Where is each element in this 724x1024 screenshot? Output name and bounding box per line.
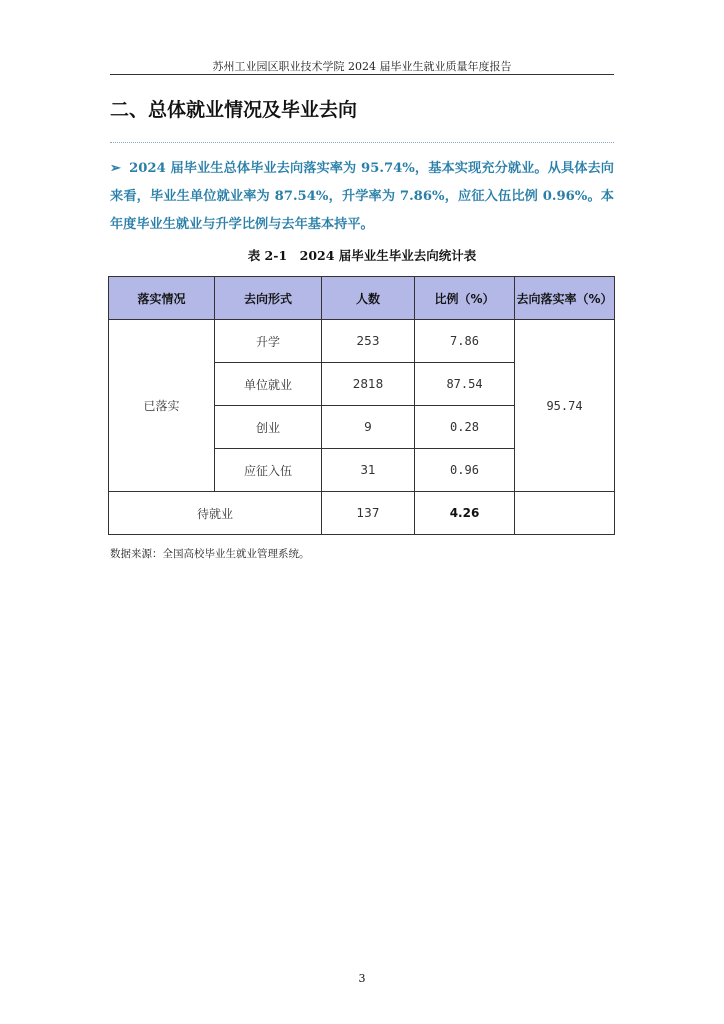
form-cell: 创业 <box>215 406 322 449</box>
form-cell: 应征入伍 <box>215 449 322 492</box>
destination-table <box>108 276 615 535</box>
ratio-cell: 0.28 <box>415 406 515 449</box>
header-form: 去向形式 <box>215 277 322 320</box>
form-cell: 升学 <box>215 320 322 363</box>
table-header-row <box>109 277 615 320</box>
page-number: 3 <box>358 972 366 985</box>
ratio-cell: 7.86 <box>415 320 515 363</box>
count-cell: 2818 <box>322 363 415 406</box>
header-divider <box>110 74 614 75</box>
ratio-cell: 0.96 <box>415 449 515 492</box>
table-row <box>109 320 615 363</box>
table-row-pending <box>109 492 615 535</box>
summary-text: 2024 届毕业生总体毕业去向落实率为 95.74%，基本实现充分就业。从具体去向来看，毕业生单位就业率为 87.54%，升学率为 7.86%，应征入伍比例 0.96%。本年度毕业生就业与升学比例与去年基本持平。 <box>110 161 614 232</box>
count-cell: 253 <box>322 320 415 363</box>
section-divider <box>110 142 614 143</box>
table-caption: 表 2-1 2024 届毕业生毕业去向统计表 <box>247 248 477 263</box>
form-cell: 单位就业 <box>215 363 322 406</box>
header-ratio: 比例（%） <box>415 277 515 320</box>
header-rate: 去向落实率（%） <box>515 277 615 320</box>
pending-ratio-cell: 4.26 <box>415 492 515 535</box>
arrow-bullet-icon: ➢ <box>110 161 122 176</box>
count-cell: 9 <box>322 406 415 449</box>
pending-rate-cell <box>515 492 615 535</box>
section-title: 二、总体就业情况及毕业去向 <box>110 99 358 121</box>
ratio-cell: 87.54 <box>415 363 515 406</box>
rate-cell: 95.74 <box>515 320 615 492</box>
data-source-note: 数据来源：全国高校毕业生就业管理系统。 <box>110 548 310 560</box>
group-label-cell: 已落实 <box>109 320 215 492</box>
pending-label-cell: 待就业 <box>109 492 322 535</box>
header-status: 落实情况 <box>109 277 215 320</box>
pending-count-cell: 137 <box>322 492 415 535</box>
page-header: 苏州工业园区职业技术学院 2024 届毕业生就业质量年度报告 <box>212 60 512 73</box>
summary-paragraph <box>110 155 614 239</box>
header-count: 人数 <box>322 277 415 320</box>
count-cell: 31 <box>322 449 415 492</box>
